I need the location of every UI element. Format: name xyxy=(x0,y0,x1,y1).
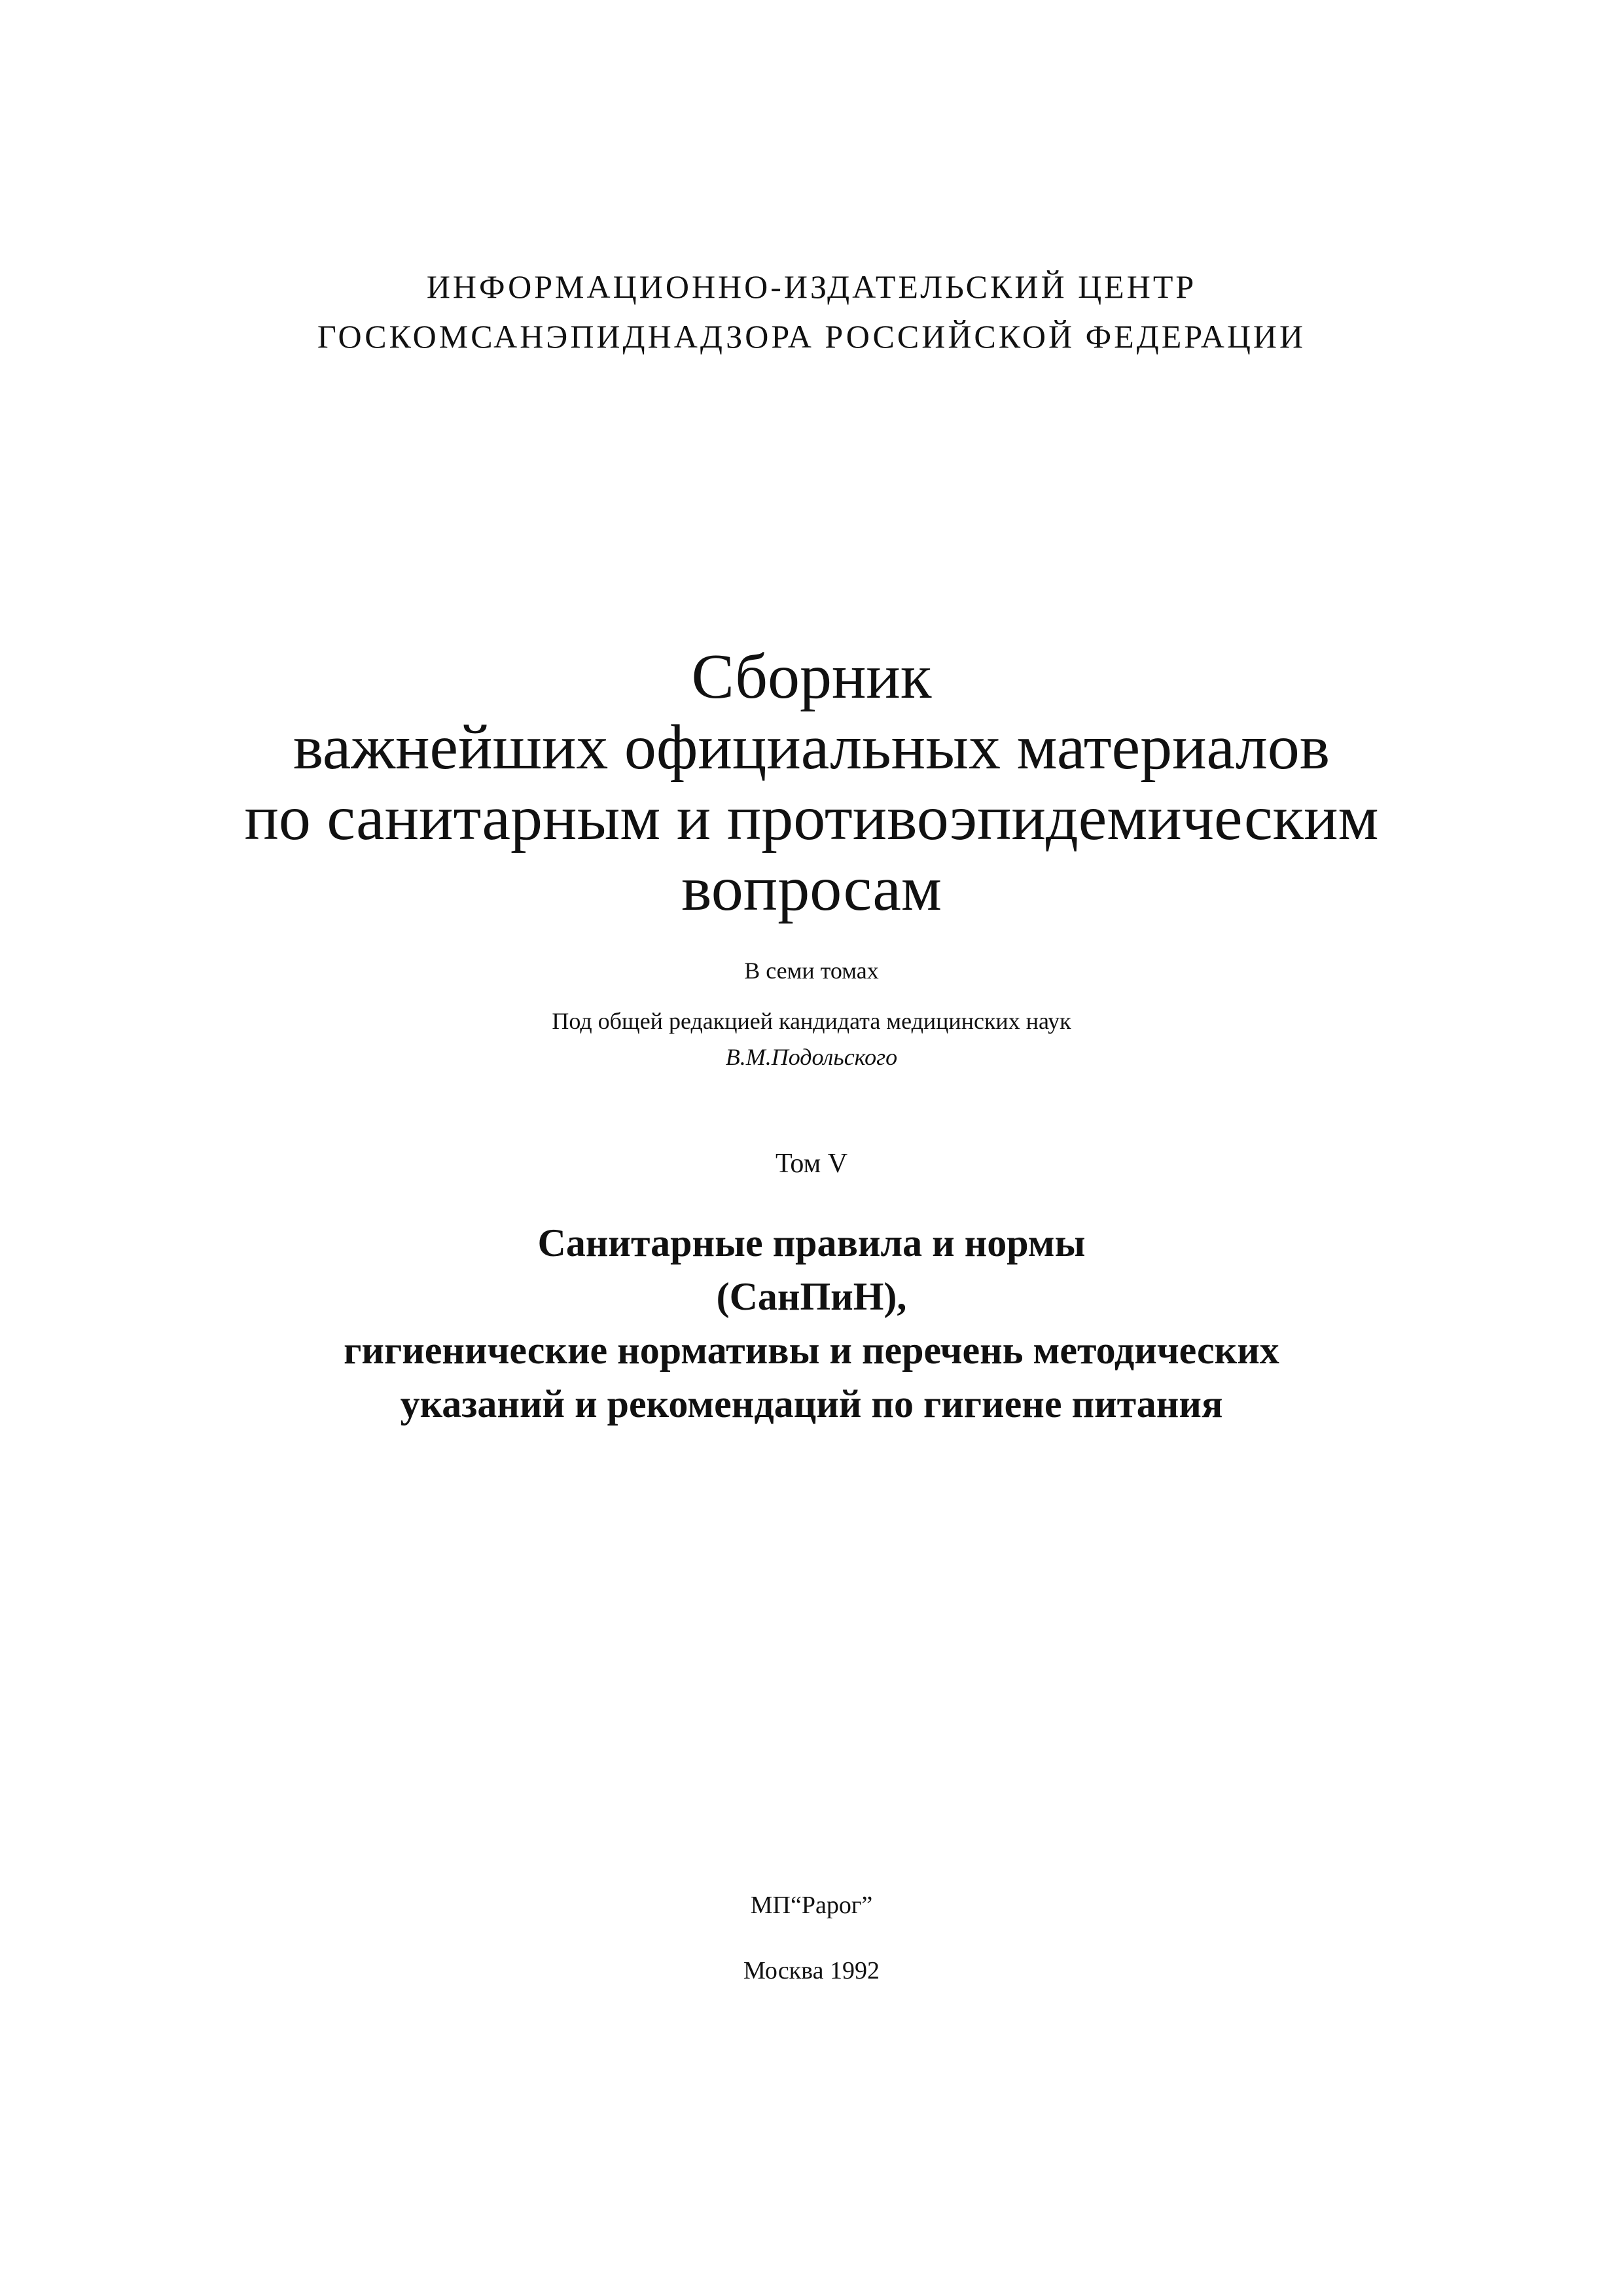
title-line-3: по санитарным и противоэпидемическим xyxy=(244,783,1379,853)
imprint-publisher: МП“Рарог” xyxy=(750,1892,873,1919)
volume-number: Том V xyxy=(775,1149,848,1179)
volume-subtitle xyxy=(0,1216,1623,1431)
document-title xyxy=(0,641,1623,924)
title-line-1: Сборник xyxy=(691,641,932,712)
editor-name: В.М.Подольского xyxy=(725,1044,898,1070)
publisher-line-1: ИНФОРМАЦИОННО-ИЗДАТЕЛЬСКИЙ ЦЕНТР xyxy=(426,268,1197,305)
volumes-note: В семи томах xyxy=(744,958,879,984)
title-line-4: вопросам xyxy=(681,853,942,924)
subtitle-line-2: (СанПиН), xyxy=(716,1275,907,1318)
imprint-city-year: Москва 1992 xyxy=(743,1957,880,1984)
subtitle-line-1: Санитарные правила и нормы xyxy=(537,1221,1086,1265)
title-line-2: важнейших официальных материалов xyxy=(293,712,1330,783)
publisher-heading xyxy=(0,262,1623,361)
subtitle-line-4: указаний и рекомендаций по гигиене питания xyxy=(400,1382,1223,1426)
editor-line: Под общей редакцией кандидата медицинских наук xyxy=(552,1008,1071,1034)
subtitle-line-3: гигиенические нормативы и перечень методических xyxy=(344,1329,1279,1372)
publisher-line-2: ГОСКОМСАНЭПИДНАДЗОРА РОССИЙСКОЙ ФЕДЕРАЦИИ xyxy=(317,318,1306,355)
